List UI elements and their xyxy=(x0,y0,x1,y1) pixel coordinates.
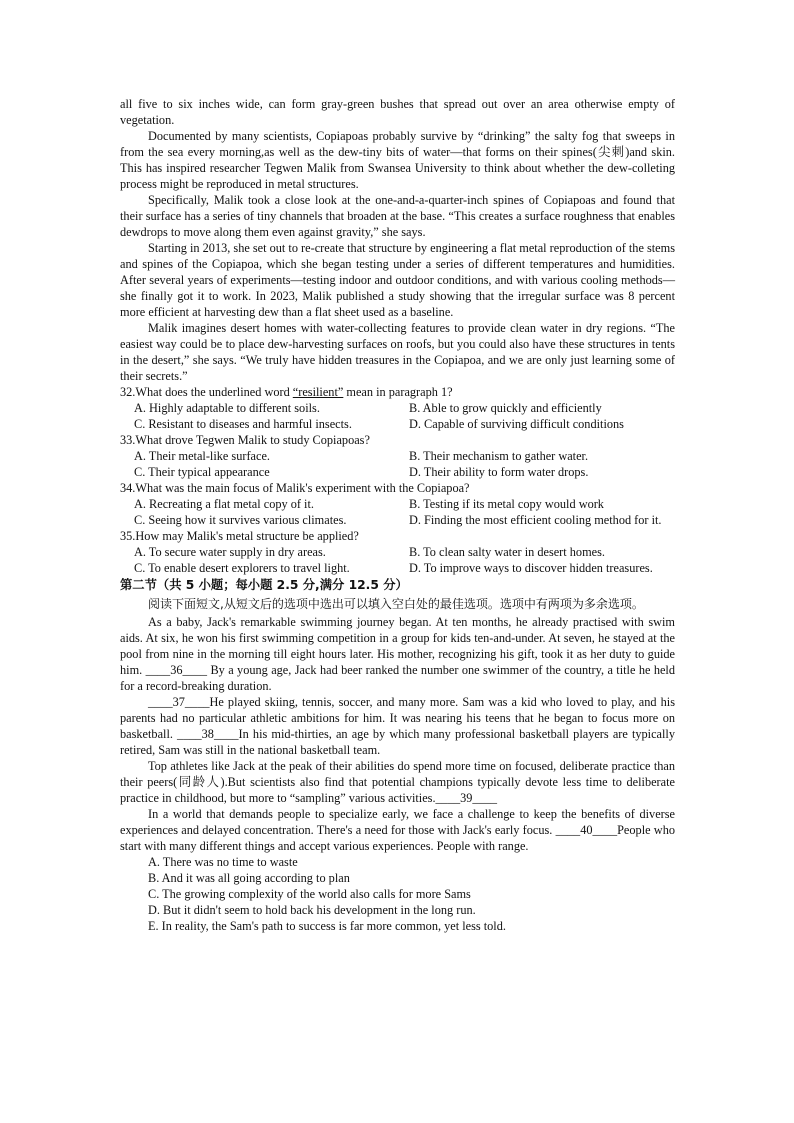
question-33-options-row-1 xyxy=(120,448,675,464)
question-32-option-b[interactable]: B. Able to grow quickly and efficiently xyxy=(409,401,602,415)
question-34-option-a[interactable]: A. Recreating a flat metal copy of it. xyxy=(134,497,314,511)
passage-c-paragraph-2: Documented by many scientists, Copiapoas probably survive by “drinking” the salty fog that sweeps in from the sea every morning,as well as the dew-tiny bits of water—that forms on their spines(尖刺)and skin. This has inspired researcher Tegwen Malik from Swansea University to think about whether the dew-colleting process might be reproduced in metal structures. xyxy=(120,129,675,191)
passage-c-paragraph-3: Specifically, Malik took a close look at the one-and-a-quarter-inch spines of Copiapoas and found that their surface has a series of tiny channels that broaden at the base. “This creates a surface roughness that enables dewdrops to move along them even against gravity,” she says. xyxy=(120,193,675,239)
exam-page xyxy=(120,96,675,934)
question-34-stem: 34.What was the main focus of Malik's experiment with the Copiapoa? xyxy=(120,481,470,495)
question-32-option-d[interactable]: D. Capable of surviving difficult conditions xyxy=(409,417,624,431)
question-35-option-c[interactable]: C. To enable desert explorers to travel light. xyxy=(134,561,350,575)
question-35-options-row-2 xyxy=(120,560,675,576)
question-32-option-c[interactable]: C. Resistant to diseases and harmful insects. xyxy=(134,417,352,431)
question-32-options-row-2 xyxy=(120,416,675,432)
section-2-option-d[interactable]: D. But it didn't seem to hold back his development in the long run. xyxy=(148,903,476,917)
section-2-option-b[interactable]: B. And it was all going according to plan xyxy=(148,871,350,885)
question-33-options-row-2 xyxy=(120,464,675,480)
underlined-word: “resilient” xyxy=(292,385,344,399)
section-2-paragraph-3: Top athletes like Jack at the peak of their abilities do spend more time on focused, deliberate practice than their peers(同龄人).But scientists also find that potential champions typically devote less time to deliberate practice in childhood, but more to “sampling” various activities.____39____ xyxy=(120,759,675,805)
question-35-stem: 35.How may Malik's metal structure be applied? xyxy=(120,529,359,543)
question-35-options-row-1 xyxy=(120,544,675,560)
question-33-option-b[interactable]: B. Their mechanism to gather water. xyxy=(409,449,589,463)
question-33-stem: 33.What drove Tegwen Malik to study Copiapoas? xyxy=(120,433,370,447)
passage-c-paragraph-4: Starting in 2013, she set out to re-create that structure by engineering a flat metal reproduction of the stems and spines of the Copiapoa, which she began testing under a series of different temperatures and humidities. After several years of experiments—testing indoor and outdoor conditions, and with various cooling methods—she finally got it to work. In 2023, Malik published a study showing that the irregular surface was 8 percent more efficient at harvesting dew than a flat sheet used as a baseline. xyxy=(120,241,675,319)
question-33-option-d[interactable]: D. Their ability to form water drops. xyxy=(409,465,589,479)
section-2-option-e[interactable]: E. In reality, the Sam's path to success is far more common, yet less told. xyxy=(148,919,506,933)
question-33-option-c[interactable]: C. Their typical appearance xyxy=(134,465,270,479)
section-2-paragraph-1: As a baby, Jack's remarkable swimming journey began. At ten months, he already practised with swim aids. At six, he won his first swimming competition in a group for kids ten-and-under. At seven, he stayed at the pool from nine in the morning till eight hours later. His mother, recognizing his gift, took it as her duty to guide him. ____36____ By a young age, Jack had beer ranked the number one swimmer of the country, a title he held for a record-breaking duration. xyxy=(120,615,675,693)
section-2-paragraph-2: ____37____He played skiing, tennis, soccer, and many more. Sam was a kid who loved to play, and his parents had no particular athletic ambitions for him. It was nearing his teens that he began to focus more on basketball. ____38____In his mid-thirties, an age by which many professional basketball players are typically retired, Sam was still in the national basketball team. xyxy=(120,695,675,757)
question-32-options-row-1 xyxy=(120,400,675,416)
question-33-option-a[interactable]: A. Their metal-like surface. xyxy=(134,449,271,463)
section-2-title: 第二节（共 5 小题；每小题 2.5 分,满分 12.5 分） xyxy=(120,578,408,592)
question-35-option-b[interactable]: B. To clean salty water in desert homes. xyxy=(409,545,605,559)
question-35-option-a[interactable]: A. To secure water supply in dry areas. xyxy=(134,545,326,559)
section-2-paragraph-4: In a world that demands people to specialize early, we face a challenge to keep the benefits of diverse experiences and delayed concentration. There's a need for those with Jack's early focus. ____40____People who start with many different things and accept various experiences. People with range. xyxy=(120,807,675,853)
question-32-stem-start: 32.What does the underlined word xyxy=(120,385,293,399)
passage-c-paragraph-5: Malik imagines desert homes with water-collecting features to provide clean water in dry regions. “The easiest way could be to place dew-harvesting surfaces on roofs, but you could also have these structures in tents in the desert,” she says. “We truly have hidden treasures in the Copiapoa, and we are only just learning some of their secrets.” xyxy=(120,321,675,383)
section-2-option-a[interactable]: A. There was no time to waste xyxy=(148,855,298,869)
question-35-option-d[interactable]: D. To improve ways to discover hidden treasures. xyxy=(409,561,653,575)
question-34-option-c[interactable]: C. Seeing how it survives various climates. xyxy=(134,513,347,527)
question-34-option-d[interactable]: D. Finding the most efficient cooling method for it. xyxy=(409,513,662,527)
passage-c-paragraph-1-tail: all five to six inches wide, can form gray-green bushes that spread out over an area otherwise empty of vegetation. xyxy=(120,97,675,127)
section-2-option-c[interactable]: C. The growing complexity of the world also calls for more Sams xyxy=(148,887,471,901)
section-2-instruction: 阅读下面短文,从短文后的选项中选出可以填入空白处的最佳选项。选项中有两项为多余选项。 xyxy=(148,597,644,611)
question-34-options-row-1 xyxy=(120,496,675,512)
question-32-stem-end: mean in paragraph 1? xyxy=(343,385,453,399)
question-34-options-row-2 xyxy=(120,512,675,528)
question-34-option-b[interactable]: B. Testing if its metal copy would work xyxy=(409,497,604,511)
question-32-option-a[interactable]: A. Highly adaptable to different soils. xyxy=(134,401,320,415)
question-32-stem xyxy=(120,384,675,400)
